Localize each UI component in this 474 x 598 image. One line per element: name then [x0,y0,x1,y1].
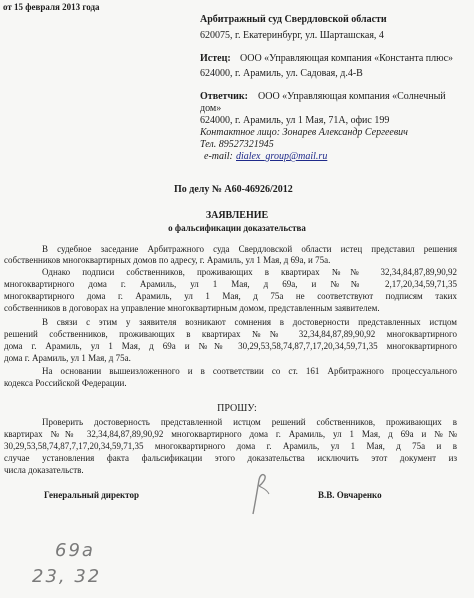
request-heading: ПРОШУ: [217,403,257,414]
document-title: ЗАЯВЛЕНИЕ [205,210,269,221]
defendant-email-label: e-mail: [204,151,233,162]
handwritten-note-2: 23, 32 [32,566,102,587]
signature-scribble [245,470,285,520]
p4-line-2: кодекса Российской Федерации. [4,378,127,388]
date-line: от 15 февраля 2013 года [3,2,100,12]
request-line-2: квартирах №№ 32,34,84,87,89,90,92 многоквартирного дома г. Арамиль, ул 1 Мая, д 69а и №№ [4,429,457,439]
defendant-name-2: дом» [200,103,222,114]
p3-line-1: В связи с этим у заявителя возникают сомнения в достоверности представленных истцом [42,317,457,327]
p1-line-1: В судебное заседание Арбитражного суда Свердловской области истец представил решения [42,244,457,254]
defendant-address: 624000, г. Арамиль, ул 1 Мая, 71А, офис 199 [200,115,390,126]
plaintiff-label: Истец: [200,53,231,64]
p2-line-3: многоквартирного дома г. Арамиль, ул 1 Мая, д 75а не соответствуют подписям таких [4,291,457,301]
plaintiff-name: ООО «Управляющая компания «Константа плюс» [240,53,454,64]
request-line-3: 30,29,53,58,74,87,7,17,20,34,59,71,35 многоквартирного дома г. Арамиль, ул 1 Мая, д 75а и в [4,441,457,451]
p3-line-4: дома г. Арамиль, ул 1 Мая, д 75а. [4,353,131,363]
p1-line-2: собственников многоквартирных домов по адресу, г. Арамиль, ул 1 Мая, д 69а, и 75а. [4,255,331,265]
request-line-4: случае установления факта фальсификации этого доказательства исключить этот документ из [4,453,457,463]
court-name: Арбитражный суд Свердловской области [200,14,387,25]
request-line-5: числа доказательств. [4,465,84,475]
court-address: 620075, г. Екатеринбург, ул. Шарташская, 4 [200,30,384,41]
p2-line-1: Однако подписи собственников, проживающих в квартирах №№ 32,34,84,87,89,90,92 [42,267,457,277]
document-subtitle: о фальсификации доказательства [168,223,306,233]
signature-name: В.В. Овчаренко [318,490,382,500]
signature-position: Генеральный директор [44,490,139,500]
p2-line-2: многоквартирного дома г. Арамиль, ул 1 Мая, д 69а, и №№ 2,17,20,34,59,71,35 [4,279,457,289]
defendant-email-link[interactable]: dialex_group@mail.ru [236,151,328,162]
p3-line-2: решений собственников, проживающих в квартирах №№ 32,34,84,87,89,90,92 многоквартирного [4,329,457,339]
handwritten-note-1: 69а [55,540,95,561]
request-line-1: Проверить достоверность представленной истцом решений собственников, проживающих в [42,417,457,427]
defendant-name-1: ООО «Управляющая компания «Солнечный [258,91,446,102]
defendant-phone: Тел. 89527321945 [200,139,274,150]
p2-line-4: собственников в договорах на управление многоквартирным домом, представленным заявителем. [4,303,380,313]
p3-line-3: дома г. Арамиль, ул 1 Мая, д 69а и №№ 30,29,53,58,74,87,7,17,20,34,59,71,35 многоквартирного [4,341,457,351]
defendant-label: Ответчик: [200,91,248,102]
defendant-contact: Контактное лицо: Зонарев Александр Сергеевич [200,127,408,138]
p4-line-1: На основании вышеизложенного и в соответствии со ст. 161 Арбитражного процессуального [42,366,457,376]
plaintiff-address: 624000, г. Арамиль, ул. Садовая, д.4-В [200,68,363,79]
case-number: По делу № А60-46926/2012 [174,184,293,195]
